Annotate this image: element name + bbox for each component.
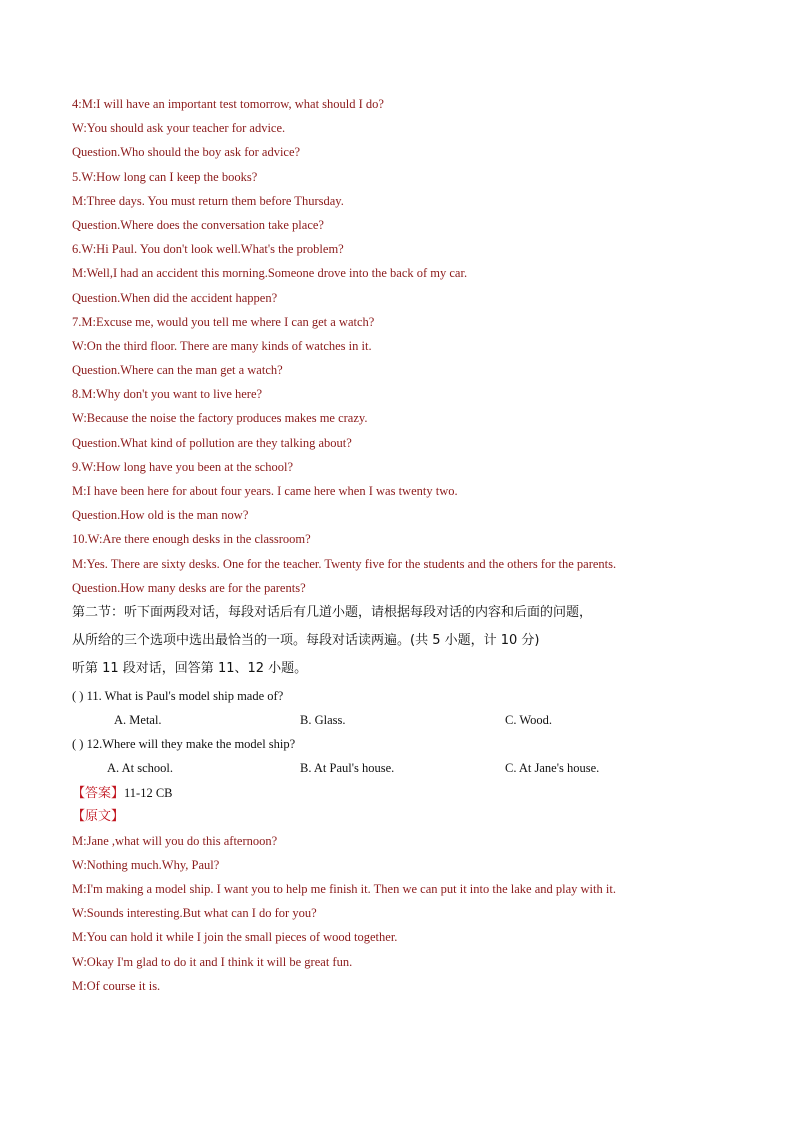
- section-instructions-line1: 第二节：听下面两段对话，每段对话后有几道小题，请根据每段对话的内容和后面的问题，: [72, 604, 593, 620]
- dialog-line: M:Jane ,what will you do this afternoon?: [72, 833, 278, 848]
- answer-label: 【答案】: [72, 785, 125, 801]
- transcript-line: Question.How many desks are for the parents?: [72, 580, 306, 595]
- original-text-label: 【原文】: [72, 808, 125, 824]
- transcript-line: Question.Where can the man get a watch?: [72, 363, 283, 378]
- transcript-line: 5.W:How long can I keep the books?: [72, 169, 258, 184]
- transcript-line: 9.W:How long have you been at the school?: [72, 459, 294, 474]
- transcript-line: 10.W:Are there enough desks in the classroom?: [72, 532, 311, 547]
- transcript-line: Question.Where does the conversation take place?: [72, 217, 324, 232]
- dialog-line: W:Sounds interesting.But what can I do for you?: [72, 906, 317, 921]
- transcript-line: Question.How old is the man now?: [72, 508, 249, 523]
- section-instructions-line2: 从所给的三个选项中选出最恰当的一项。每段对话读两遍。(共 5 小题，计 10 分): [72, 632, 540, 648]
- transcript-line: 7.M:Excuse me, would you tell me where I can get a watch?: [72, 314, 375, 329]
- dialog-paragraph: M:I'm making a model ship. I want you to help me finish it. Then we can put it into the lake and play with it.: [72, 882, 616, 897]
- option-b: B. At Paul's house.: [300, 761, 395, 776]
- transcript-line: 6.W:Hi Paul. You don't look well.What's the problem?: [72, 242, 344, 257]
- option-b: B. Glass.: [300, 712, 346, 727]
- transcript-line: Question.When did the accident happen?: [72, 290, 278, 305]
- transcript-line: W:You should ask your teacher for advice.: [72, 121, 286, 136]
- transcript-line: M:I have been here for about four years. I came here when I was twenty two.: [72, 484, 458, 498]
- question-12-stem: ( ) 12.Where will they make the model ship?: [72, 737, 296, 752]
- question-11-options: [72, 712, 626, 736]
- option-c: C. Wood.: [505, 712, 553, 727]
- answer-line: [72, 785, 626, 809]
- transcript-line: 8.M:Why don't you want to live here?: [72, 387, 263, 402]
- dialog-line: M:You can hold it while I join the small pieces of wood together.: [72, 930, 398, 945]
- option-a: A. Metal.: [114, 712, 162, 727]
- question-12-options: [72, 760, 626, 784]
- dialog-line: W:Okay I'm glad to do it and I think it will be great fun.: [72, 954, 353, 969]
- transcript-line: W:On the third floor. There are many kinds of watches in it.: [72, 338, 372, 353]
- transcript-line: Question.What kind of pollution are they talking about?: [72, 435, 352, 450]
- document-page: [72, 96, 626, 1002]
- option-a: A. At school.: [107, 761, 173, 776]
- answer-value: 11-12 CB: [124, 785, 173, 800]
- dialog-line: M:Of course it is.: [72, 978, 161, 993]
- transcript-line: W:Because the noise the factory produces makes me crazy.: [72, 411, 368, 426]
- transcript-line: 4:M:I will have an important test tomorrow, what should I do?: [72, 97, 384, 111]
- transcript-paragraph: M:Yes. There are sixty desks. One for the teacher. Twenty five for the students and the others for the parents.: [72, 556, 617, 571]
- dialog-line: W:Nothing much.Why, Paul?: [72, 858, 220, 873]
- transcript-line: Question.Who should the boy ask for advice?: [72, 145, 301, 160]
- option-c: C. At Jane's house.: [505, 761, 600, 776]
- transcript-line: M:Three days. You must return them before Thursday.: [72, 193, 344, 208]
- question-11-stem: ( ) 11. What is Paul's model ship made of?: [72, 688, 284, 703]
- transcript-line: M:Well,I had an accident this morning.Someone drove into the back of my car.: [72, 266, 468, 281]
- section-instructions-line3: 听第 11 段对话，回答第 11、12 小题。: [72, 660, 308, 676]
